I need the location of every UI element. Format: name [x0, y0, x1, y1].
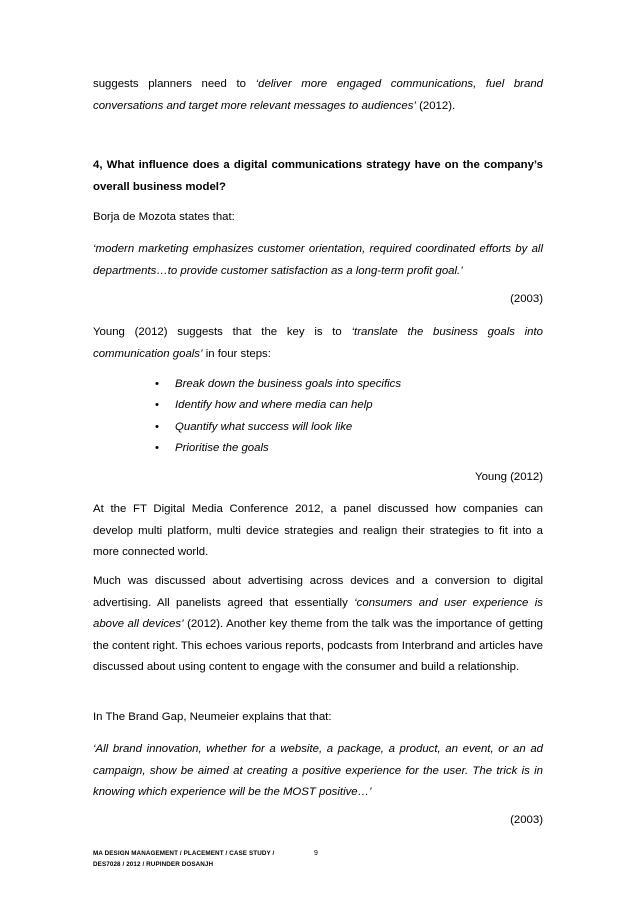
list-item: [155, 374, 535, 395]
paragraph-text: Young (2012) suggests that the key is to: [93, 326, 352, 338]
block-quote-neumeier: ‘All brand innovation, whether for a website, a package, a product, an event, or an ad campaign, show be aimed at creating a positive experience for the user. The trick is in knowing which experience will be the MOST positive…’: [93, 743, 543, 798]
list-item-text: Quantify what success will look like: [175, 420, 353, 433]
page-number: 9: [314, 850, 318, 857]
citation-young: Young (2012): [475, 471, 543, 483]
quote-text: ‘deliver more engaged communications, fuel brand conversations and target more relevant messages to audiences’: [93, 78, 543, 112]
paragraph-text: Much was discussed about advertising across devices and a conversion to digital advertising. All panelists agreed that essentially: [93, 575, 543, 609]
bullet-icon: •: [155, 399, 159, 412]
bullet-icon: •: [155, 420, 159, 433]
paragraph-text: (2012). Another key theme from the talk was the importance of getting the content right. This echoes various reports, podcasts from Interbrand and articles have discussed about using content to engage with the consumer and build a relationship.: [93, 618, 543, 673]
citation-year: (2012).: [415, 99, 456, 112]
paragraph-young: [93, 322, 543, 365]
paragraph-text: in four steps:: [202, 347, 271, 360]
list-item-text: Identify how and where media can help: [175, 399, 373, 412]
list-item-text: Prioritise the goals: [175, 441, 269, 454]
bullet-list: [155, 374, 535, 459]
list-item: [155, 417, 535, 438]
bullet-icon: •: [155, 441, 159, 454]
quote-text: ‘translate the business goals into communication goals’: [93, 326, 544, 360]
footer-line: MA DESIGN MANAGEMENT / PLACEMENT / CASE STUDY /: [93, 850, 275, 857]
quote-text: ‘consumers and user experience is above all devices’: [93, 596, 543, 630]
section-heading: 4, What influence does a digital communications strategy have on the company’s overall business model?: [93, 159, 543, 193]
paragraph-text: suggests planners need to: [93, 78, 256, 90]
footer-line: DES7028 / 2012 / RUPINDER DOSANJH: [93, 861, 214, 868]
paragraph-borja: Borja de Mozota states that:: [93, 211, 235, 223]
block-quote-mozota: ‘modern marketing emphasizes customer orientation, required coordinated efforts by all departments…to provide customer satisfaction as a long-term profit goal.’: [93, 243, 543, 277]
paragraph-neumeier: In The Brand Gap, Neumeier explains that that:: [93, 711, 332, 723]
citation-neumeier: (2003): [510, 814, 543, 826]
bullet-icon: •: [155, 378, 159, 390]
paragraph-advertising: [93, 571, 543, 679]
list-item-text: Break down the business goals into specifics: [175, 378, 402, 390]
citation-mozota: (2003): [510, 293, 543, 305]
paragraph-ft-conference: At the FT Digital Media Conference 2012, a panel discussed how companies can develop multi platform, multi device strategies and realign their strategies to fit into a more connected world.: [93, 503, 543, 558]
list-item: [155, 395, 535, 416]
list-item: [155, 438, 535, 459]
page-footer: [93, 848, 313, 870]
paragraph-planners: [93, 74, 543, 117]
